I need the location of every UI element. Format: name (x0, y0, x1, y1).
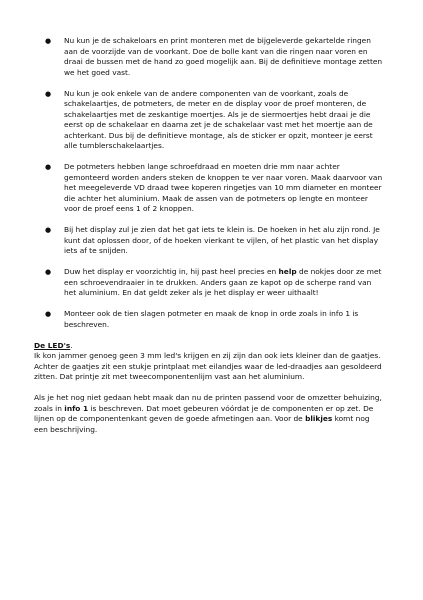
section-heading-suffix: . (70, 340, 73, 350)
list-item (34, 162, 385, 215)
list-item (34, 267, 385, 299)
list-item-text-post: de nokjes door ze met een schroevendraaier in te drukken. Anders gaan ze kapot op de scherpe rand van het aluminium. En dat geldt zeker als je het display er weer uithaalt! (64, 267, 382, 297)
bullet-icon: ● (45, 268, 52, 276)
paragraph-text: is beschreven. Dat moet gebeuren vóórdat je de componenten er op zet. De lijnen op de componentenkant geven de goede afmetingen aan. Voor de (34, 403, 374, 423)
paragraph-text: komt nog een beschrijving. (34, 414, 370, 434)
paragraph-text: Als je het nog niet gedaan hebt maak dan nu de printen passend voor de omzetter behuizing, zoals in (34, 393, 382, 413)
list-item (34, 36, 385, 78)
list-item-text: Nu kun je de schakeloars en print monteren met de bijgeleverde gekartelde ringen aan de voorzijde van de voorkant. Doe de bolle kant van die ringen naar voren en draai de bussen met de hand zo goed mogelijk aan. Bij de definitieve montage zetten we het goed vast. (64, 36, 383, 77)
section-heading-row (34, 341, 385, 352)
paragraph: Ik kon jammer genoeg geen 3 mm led's krijgen en zij zijn dan ook iets kleiner dan de gaatjes. Achter de gaatjes zit een stukje printplaat met eilandjes waar de led-draadjes aan gesoldeerd zitten. Dat printje zit met tweecomponentenlijm vast aan het aluminium. (34, 351, 382, 381)
leds-section (34, 341, 385, 436)
section-heading: De LED's (34, 340, 71, 350)
list-item-text: Bij het display zul je zien dat het gat iets te klein is. De hoeken in het alu zijn rond. Je kunt dat oplossen door, of de hoeken vierkant te vijlen, of het plastic van het display iets af te snijden. (64, 225, 380, 255)
bullet-icon: ● (45, 89, 52, 98)
bullet-icon: ● (45, 310, 52, 318)
list-item-text-bold: help (278, 267, 297, 276)
list-item (34, 225, 385, 257)
instruction-list (34, 36, 385, 330)
bold-text: info 1 (64, 403, 89, 413)
list-item-text: De potmeters hebben lange schroefdraad en moeten drie mm naar achter gemonteerd worden anders steken de knoppen te ver naar voren. Maak daarvoor van het meegeleverde VD draad twee koperen ringetjes van 10 mm diameter en monteer die achter het aluminium. Maak de assen van de potmeters op lengte en monteer voor de proef eens 1 of 2 knoppen. (64, 162, 383, 213)
list-item-text: Nu kun je ook enkele van de andere componenten van de voorkant, zoals de schakelaartjes, de potmeters, de meter en de display voor de proef monteren, de schakelaartjes met de zeskantige moertjes. Als je de siermoertjes hebt draai je die eerst op de schakelaar en daarna zet je de schakelaar vast met het moertje aan de achterkant. Dus bij de definitieve montage, als de sticker er opzit, monteer je eerst alle tumblerschakelaartjes. (64, 88, 373, 150)
bullet-icon: ● (45, 226, 52, 234)
paragraph (34, 393, 385, 435)
bullet-icon: ● (45, 37, 52, 45)
list-item (34, 89, 385, 152)
list-item (34, 309, 385, 330)
list-item-text-pre: Duw het display er voorzichtig in, hij past heel precies en (64, 267, 279, 276)
bold-text: blikjes (305, 414, 333, 423)
bullet-icon: ● (45, 163, 52, 171)
list-item-text: Monteer ook de tien slagen potmeter en maak de knop in orde zoals in info 1 is beschreven. (64, 309, 359, 329)
